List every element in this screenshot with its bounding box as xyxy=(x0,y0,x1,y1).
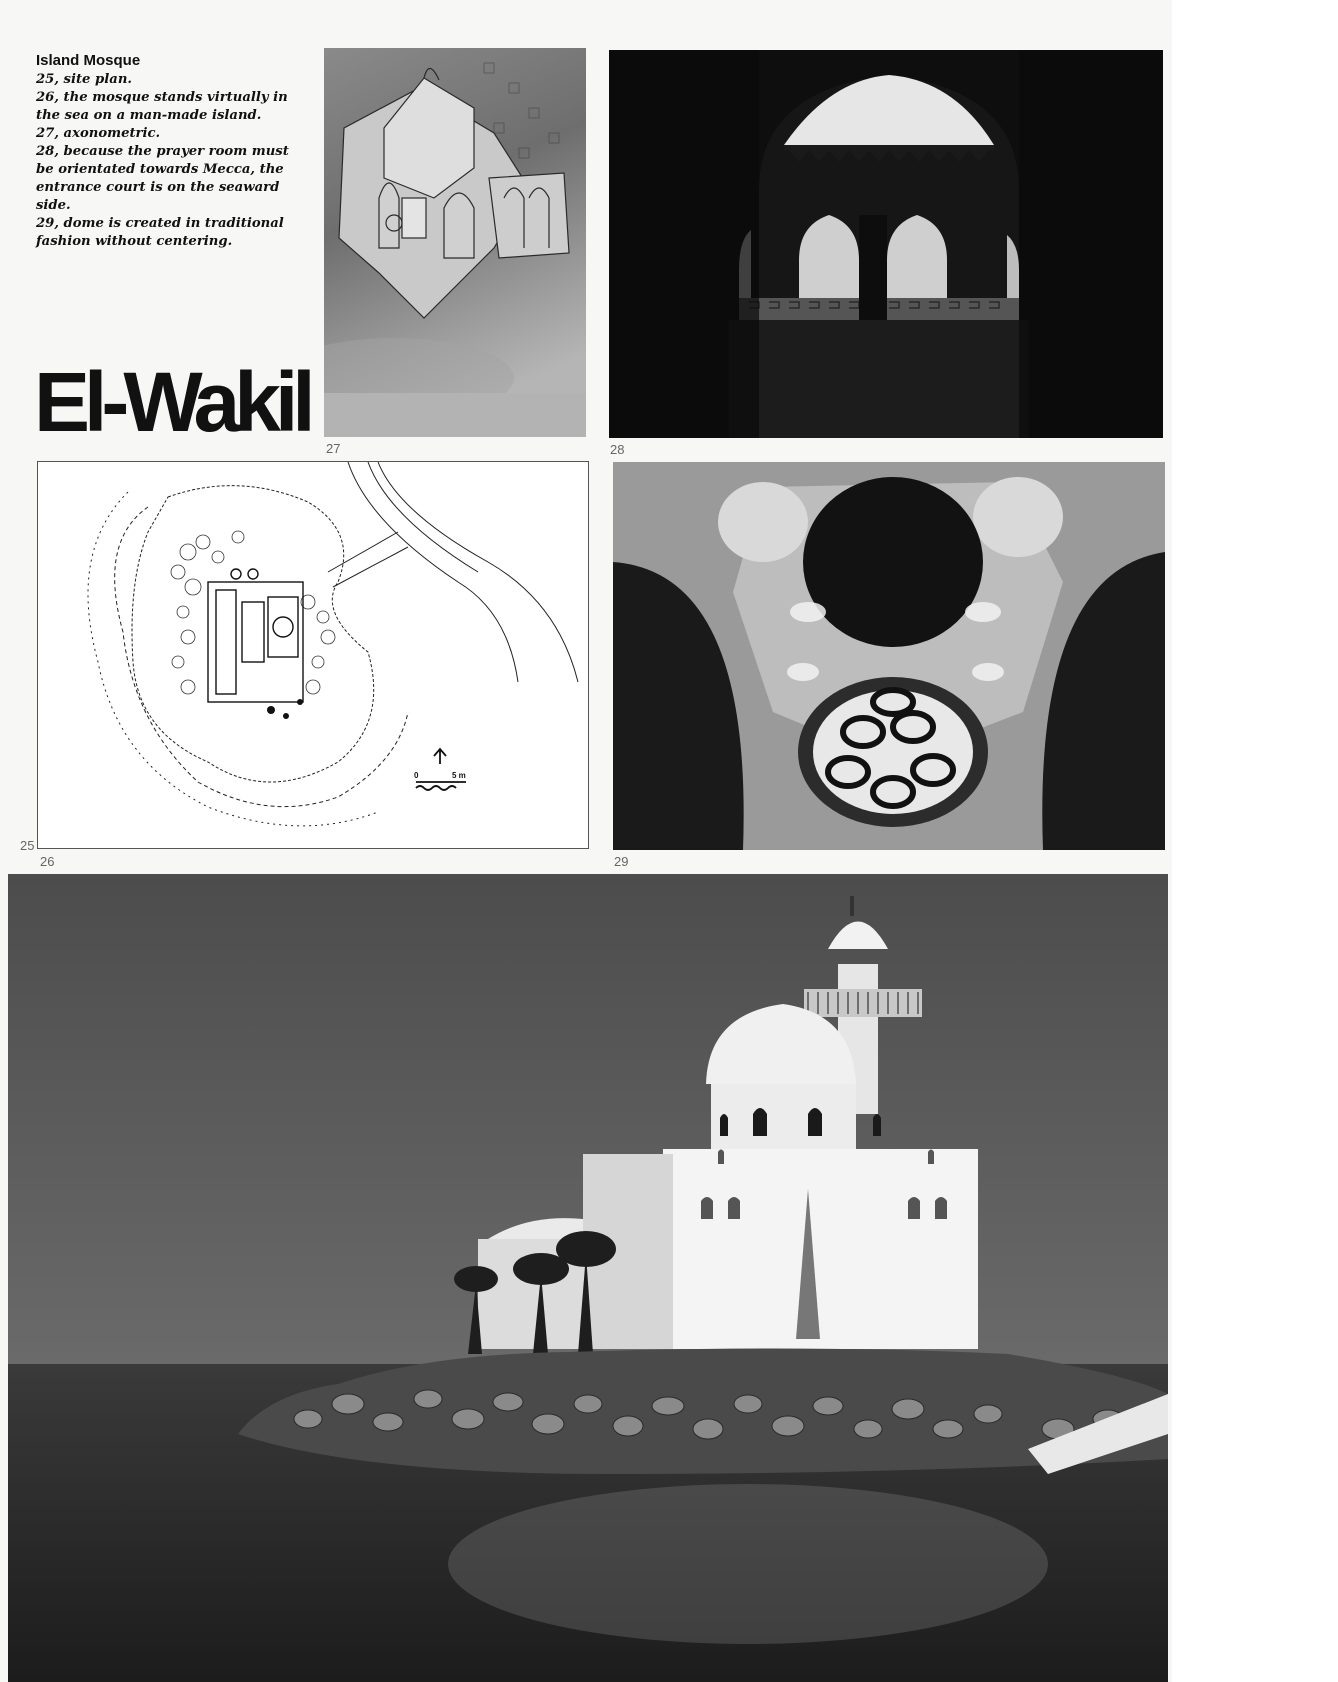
caption-line: the sea on a man-made island. xyxy=(36,108,262,123)
caption-line: side. xyxy=(36,198,71,213)
caption-block xyxy=(36,52,306,251)
scale-zero: 0 xyxy=(414,771,419,780)
caption-line: 28, because the prayer room must xyxy=(36,144,289,159)
figure-number-25: 25 xyxy=(20,838,35,853)
architect-name: El-Wakil xyxy=(34,355,310,449)
caption-line: fashion without centering. xyxy=(36,234,233,249)
caption-line: entrance court is on the seaward xyxy=(36,180,280,195)
caption-line: 26, the mosque stands virtually in xyxy=(36,90,288,105)
figure-number-28: 28 xyxy=(610,442,625,457)
figure-number-29: 29 xyxy=(614,854,629,869)
figure-number-27: 27 xyxy=(326,441,341,456)
scale-five: 5 m xyxy=(452,771,466,780)
figure-arches-photo xyxy=(609,50,1163,438)
figure-number-26: 26 xyxy=(40,854,55,869)
caption-line: 29, dome is created in traditional xyxy=(36,216,284,231)
caption-line: 25, site plan. xyxy=(36,72,132,87)
figure-axonometric xyxy=(324,48,586,437)
figure-mosque-photo xyxy=(8,874,1168,1682)
figure-dome-photo xyxy=(613,462,1165,850)
figure-site-plan xyxy=(37,461,589,849)
page-margin xyxy=(1172,0,1338,1682)
caption-title: Island Mosque xyxy=(36,52,141,69)
caption-line: be orientated towards Mecca, the xyxy=(36,162,284,177)
caption-line: 27, axonometric. xyxy=(36,126,161,141)
